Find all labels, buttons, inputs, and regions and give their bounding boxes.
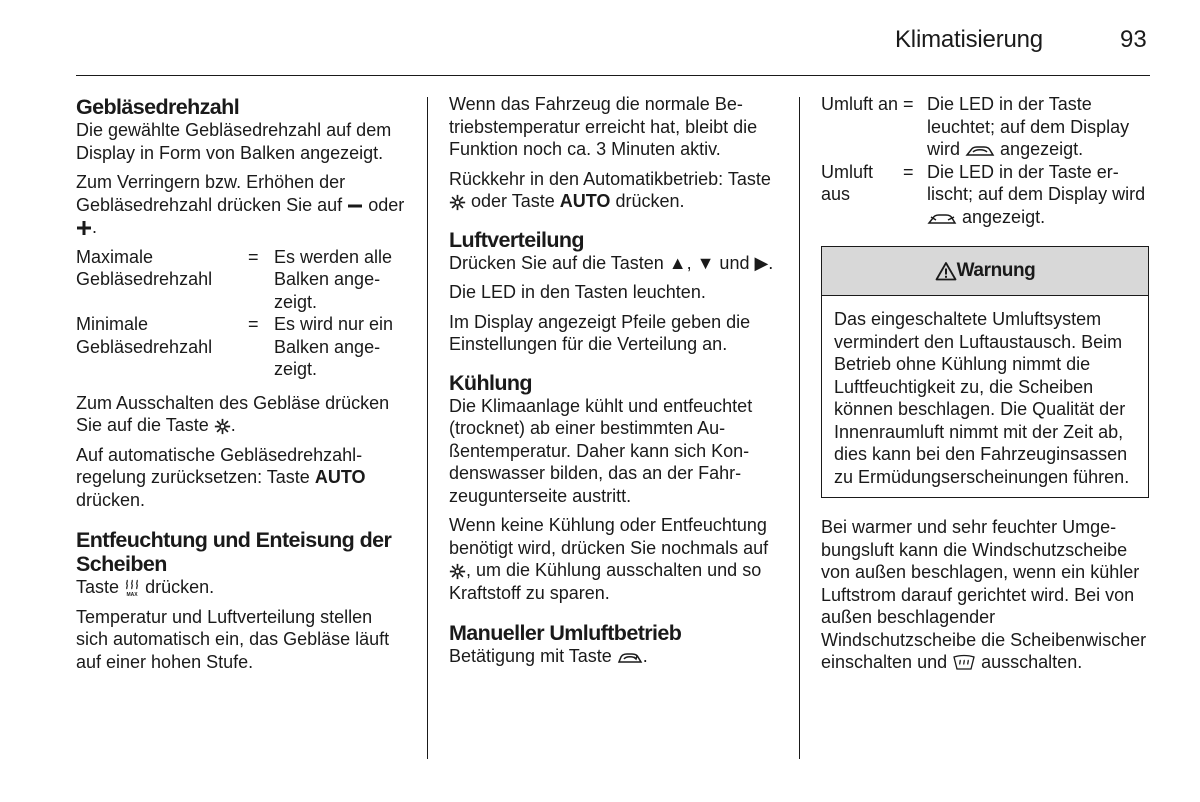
term-min: Minimale Gebläsedrehzahl <box>76 314 213 357</box>
warning-header <box>822 247 1148 296</box>
heading-defrost: Entfeuchtung und Enteisung der Scheiben <box>76 528 392 576</box>
paragraph: Zum Ausschalten des Gebläse drücken Sie auf die Taste . <box>76 392 390 435</box>
windshield-wiper-icon <box>952 654 976 672</box>
paragraph: Die LED in den Tasten leuchten. <box>449 282 706 302</box>
column-3 <box>821 93 1151 674</box>
fan-icon <box>449 194 466 211</box>
paragraph: Rückkehr in den Automatikbetrieb: Taste oder Taste AUTO drücken. <box>449 168 771 211</box>
header-divider <box>76 75 1150 76</box>
paragraph: Bei warmer und sehr feuchter Umgebungsluft kann die Windschutzscheibe von außen beschlagen, wenn ein kühler Luftstrom darauf gerichtet wird. Bei von außen beschlagender Windschutzscheibe die Scheibenwischer einschalten und ausschalten. <box>821 517 1147 672</box>
term-max: Maximale Gebläsedrehzahl <box>76 246 213 289</box>
heading-cooling: Kühlung <box>449 370 532 395</box>
equals-sign: = <box>903 94 914 114</box>
page-number: 93 <box>1120 26 1147 53</box>
heading-air-distribution: Luftverteilung <box>449 227 584 252</box>
warning-title: Warnung <box>956 259 1036 281</box>
paragraph: Temperatur und Luftverteilung stellen sich automatisch ein, das Gebläse läuft auf einer hohen Stufe. <box>76 606 390 672</box>
paragraph: Taste MAX drücken. <box>76 577 215 598</box>
equals-sign: = <box>248 246 259 267</box>
paragraph: Wenn das Fahrzeug die normale Betriebstemperatur erreicht hat, bleibt die Funktion noch ca. 3 Minuten aktiv. <box>449 94 758 159</box>
definition-recirc-off: Die LED in der Taste erlischt; auf dem Display wird angezeigt. <box>927 161 1146 227</box>
column-divider-1 <box>427 97 428 759</box>
column-1 <box>76 93 406 673</box>
paragraph: Drücken Sie auf die Tasten ▲, ▼ und ▶. <box>449 252 774 273</box>
recirculation-on-icon <box>965 143 995 157</box>
paragraph: Wenn keine Kühlung oder Entfeuchtung benötigt wird, drücken Sie nochmals auf , um die Kühlung ausschalten und so Kraftstoff zu sparen. <box>449 515 769 603</box>
column-2 <box>449 93 779 668</box>
chapter-title: Klimatisierung <box>895 26 1043 53</box>
column-divider-2 <box>799 97 800 759</box>
warning-box <box>821 246 1149 498</box>
paragraph: Auf automatische Gebläsedrehzahlregelung zurücksetzen: Taste AUTO drücken. <box>76 444 366 510</box>
term-recirc-on: Umluft an <box>821 94 899 114</box>
warning-triangle-icon <box>935 261 957 281</box>
paragraph: Die gewählte Gebläsedrehzahl auf dem Display in Form von Balken angezeigt. <box>76 120 392 163</box>
fan-icon <box>214 418 231 435</box>
heading-manual-recirculation: Manueller Umluftbetrieb <box>449 621 682 645</box>
svg-text:MAX: MAX <box>126 592 138 598</box>
definition-min: Es wird nur ein Balken angezeigt. <box>274 314 394 379</box>
definition-list <box>821 93 1151 228</box>
recirculation-icon <box>617 649 643 665</box>
recirculation-off-icon <box>927 211 957 225</box>
max-defrost-icon <box>124 579 140 597</box>
heading-fan-speed: Gebläsedrehzahl <box>76 95 240 119</box>
paragraph: Betätigung mit Taste . <box>449 646 648 666</box>
term-recirc-off: Umluft aus <box>821 161 874 204</box>
paragraph: Zum Verringern bzw. Erhöhen der Gebläsedrehzahl drücken Sie auf oder . <box>76 172 405 237</box>
equals-sign: = <box>903 161 914 182</box>
definition-max: Es werden alle Balken angezeigt. <box>274 246 393 312</box>
minus-icon <box>347 198 363 214</box>
paragraph: Im Display angezeigt Pfeile geben die Einstellungen für die Verteilung an. <box>449 311 751 354</box>
fan-icon <box>449 563 466 580</box>
paragraph: Die Klimaanlage kühlt und entfeuchtet (trocknet) ab einer bestimmten Außentemperatur. Daher kann sich Kondenswasser bilden, das an der Fahrzeugunterseite austritt. <box>449 395 753 506</box>
definition-recirc-on: Die LED in der Taste leuchtet; auf dem Display wird angezeigt. <box>927 94 1130 159</box>
equals-sign: = <box>248 314 259 334</box>
definition-list <box>76 246 406 381</box>
warning-text: Das eingeschaltete Umluftsystem vermindert den Luftaustausch. Beim Betrieb ohne Kühlung nimmt die Luftfeuchtigkeit zu, die Scheiben können beschlagen. Die Qualität der Innenraumluft nimmt mit der Zeit ab, dies kann bei den Fahrzeuginsassen zu Ermüdungserscheinungen führen. <box>834 309 1130 487</box>
plus-icon <box>76 220 92 236</box>
